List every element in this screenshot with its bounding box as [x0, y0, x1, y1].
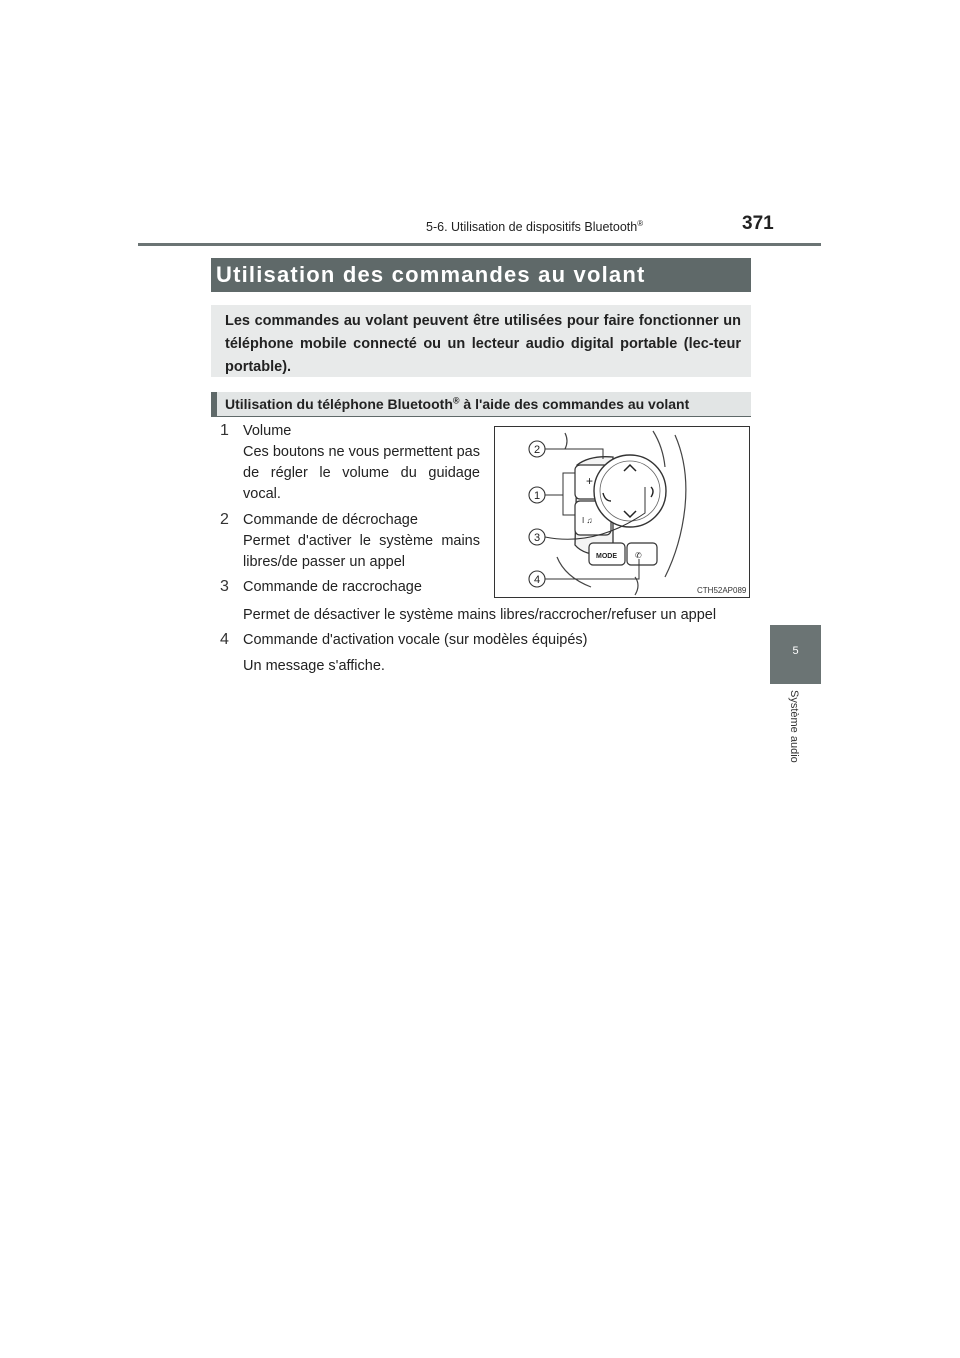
- steering-controls-figure: [494, 426, 750, 598]
- page-number: 371: [742, 213, 774, 234]
- item-title-3: Commande de raccrochage: [243, 579, 422, 595]
- item-title-2: Commande de décrochage: [243, 512, 418, 528]
- subheading-before: Utilisation du téléphone Bluetooth: [225, 396, 453, 412]
- intro-text: Les commandes au volant peuvent être utilisées pour faire fonctionner un téléphone mobile connecté ou un lecteur audio digital portable (lec-teur portable).: [225, 313, 741, 375]
- header-divider: [138, 243, 821, 246]
- section-header: [426, 219, 643, 234]
- intro-box: [211, 305, 751, 377]
- subheading: [211, 392, 751, 416]
- voice-icon: ✆: [635, 551, 642, 560]
- callout-2: 2: [533, 444, 541, 456]
- section-title: 5-6. Utilisation de dispositifs Bluetooth: [426, 220, 638, 235]
- item-title-1: Volume: [243, 423, 292, 439]
- registered-mark: ®: [637, 219, 644, 228]
- item-title-4: Commande d'activation vocale (sur modèles équipés): [243, 632, 588, 648]
- item-number-3: 3: [220, 578, 229, 595]
- subheading-after: à l'aide des commandes au volant: [459, 396, 690, 412]
- callout-4: 4: [533, 574, 541, 586]
- chapter-label: Système audio: [788, 690, 800, 763]
- plus-icon: +: [586, 474, 594, 488]
- item-desc-3: Permet de désactiver le système mains libres/raccrocher/refuser un appel: [243, 607, 717, 623]
- item-number-2: 2: [220, 511, 229, 528]
- steering-wheel-illustration: [495, 427, 749, 597]
- item-desc-2: Permet d'activer le système mains libres/de passer un appel: [243, 533, 480, 570]
- item-desc-4: Un message s'affiche.: [243, 658, 385, 674]
- figure-code: CTH52AP089: [697, 586, 747, 595]
- chapter-number: 5: [792, 645, 799, 657]
- mute-icon: I ♫: [582, 516, 593, 525]
- mode-button-label: MODE: [596, 553, 617, 560]
- callout-3: 3: [533, 532, 541, 544]
- voice-button: [627, 543, 657, 565]
- subheading-mark: ®: [452, 395, 460, 406]
- page-title: Utilisation des commandes au volant: [211, 258, 751, 292]
- item-number-4: 4: [220, 631, 229, 648]
- callout-1: 1: [533, 490, 541, 502]
- item-number-1: 1: [220, 422, 229, 439]
- item-desc-1: Ces boutons ne vous permettent pas de régler le volume du guidage vocal.: [243, 444, 480, 502]
- subheading-rule: [211, 416, 751, 417]
